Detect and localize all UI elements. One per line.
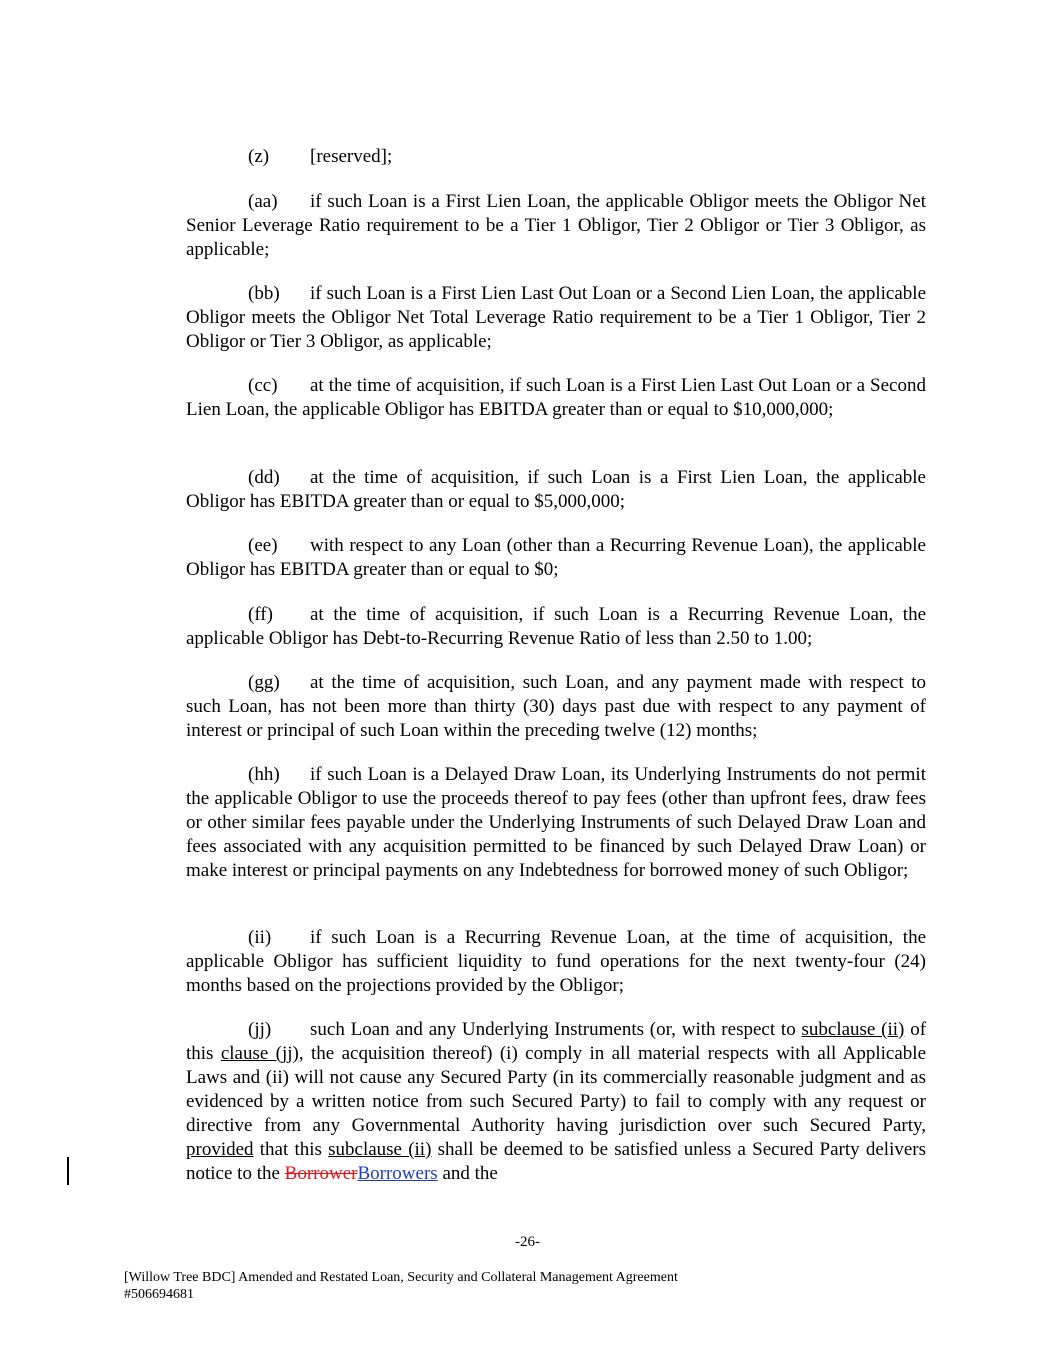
clause-text: such Loan and any Underlying Instruments (or, with respect to [310,1019,802,1040]
clause-text: at the time of acquisition, such Loan, and any payment made with respect to such Loan, has not been more than thirty (30) days past due with respect to any payment of interest or principal of such Loan within the preceding twelve (12) months; [186,672,926,741]
subclause-ref: subclause (ii) [328,1139,432,1160]
clause-label: (ff) [248,604,273,625]
deleted-text: Borrower [284,1163,358,1184]
clause-text: if such Loan is a Delayed Draw Loan, its Underlying Instruments do not permit the applicable Obligor to use the proceeds thereof to pay fees (other than upfront fees, draw fees or other similar fees payable under the Underlying Instruments of such Delayed Draw Loan and fees associated with any acquisition permitted to be financed by such Delayed Draw Loan) or make interest or principal payments on any Indebtedness for borrowed money of such Obligor; [186,764,926,881]
clause-text: if such Loan is a Recurring Revenue Loan, at the time of acquisition, the applicable Obligor has sufficient liquidity to fund operations for the next twenty-four (24) months based on the projections provided by the Obligor; [186,927,926,996]
clause-z [186,145,926,169]
inserted-text: Borrowers [357,1163,438,1184]
clause-label: (dd) [248,467,280,488]
clause-aa [186,190,926,262]
subclause-ref: subclause (ii) [801,1019,905,1040]
clause-label: (jj) [248,1019,272,1040]
clause-ff [186,603,926,651]
clause-text: of this [186,1019,927,1064]
clause-label: (ii) [248,927,272,948]
clause-label: (bb) [248,283,280,304]
footer-title: [Willow Tree BDC] Amended and Restated Loan, Security and Collateral Management Agreement [124,1270,678,1285]
clause-label: (z) [248,146,270,167]
clause-text: that this [253,1139,329,1160]
clause-hh [186,763,926,883]
clause-label: (cc) [248,375,278,396]
clause-ee [186,534,926,582]
clause-text: with respect to any Loan (other than a Recurring Revenue Loan), the applicable Obligor has EBITDA greater than or equal to $0; [186,535,926,580]
clause-dd [186,466,926,514]
footer-doc-id: #506694681 [124,1287,194,1302]
revision-change-bar [67,1157,69,1185]
clause-cc [186,374,926,422]
clause-text: if such Loan is a First Lien Last Out Loan or a Second Lien Loan, the applicable Obligor meets the Obligor Net Total Leverage Ratio requirement to be a Tier 1 Obligor, Tier 2 Obligor or Tier 3 Obligor, as applicable; [186,283,926,352]
provided-term: provided [186,1139,254,1160]
page-number: -26- [515,1234,540,1250]
clause-jj [186,1018,926,1186]
clause-text: shall be deemed to be satisfied unless a Secured Party delivers notice to the [186,1139,927,1184]
clause-text: if such Loan is a First Lien Loan, the applicable Obligor meets the Obligor Net Senior Leverage Ratio requirement to be a Tier 1 Obligor, Tier 2 Obligor or Tier 3 Obligor, as applicable; [186,191,926,260]
clause-label: (aa) [248,191,278,212]
clause-text: at the time of acquisition, if such Loan is a Recurring Revenue Loan, the applicable Obligor has Debt-to-Recurring Revenue Ratio of less than 2.50 to 1.00; [186,604,926,649]
clause-label: (hh) [248,764,280,785]
clause-gg [186,671,926,743]
clause-text: [reserved]; [310,146,393,167]
clause-text: , the acquisition thereof) (i) comply in all material respects with all Applicable Laws and (ii) will not cause any Secured Party (in its commercially reasonable judgment and as evidenced by a written notice from such Secured Party) to fail to comply with any request or directive from any Governmental Authority having jurisdiction over such Secured Party, [186,1043,927,1136]
footer [124,1269,678,1303]
clause-ii [186,926,926,998]
clause-bb [186,282,926,354]
clause-text: at the time of acquisition, if such Loan is a First Lien Last Out Loan or a Second Lien Loan, the applicable Obligor has EBITDA greater than or equal to $10,000,000; [186,375,926,420]
clause-label: (gg) [248,672,280,693]
clause-text: at the time of acquisition, if such Loan is a First Lien Loan, the applicable Obligor has EBITDA greater than or equal to $5,000,000; [186,467,926,512]
clause-text: and the [437,1163,498,1184]
clause-label: (ee) [248,535,278,556]
clause-ref: clause (jj) [220,1043,299,1064]
